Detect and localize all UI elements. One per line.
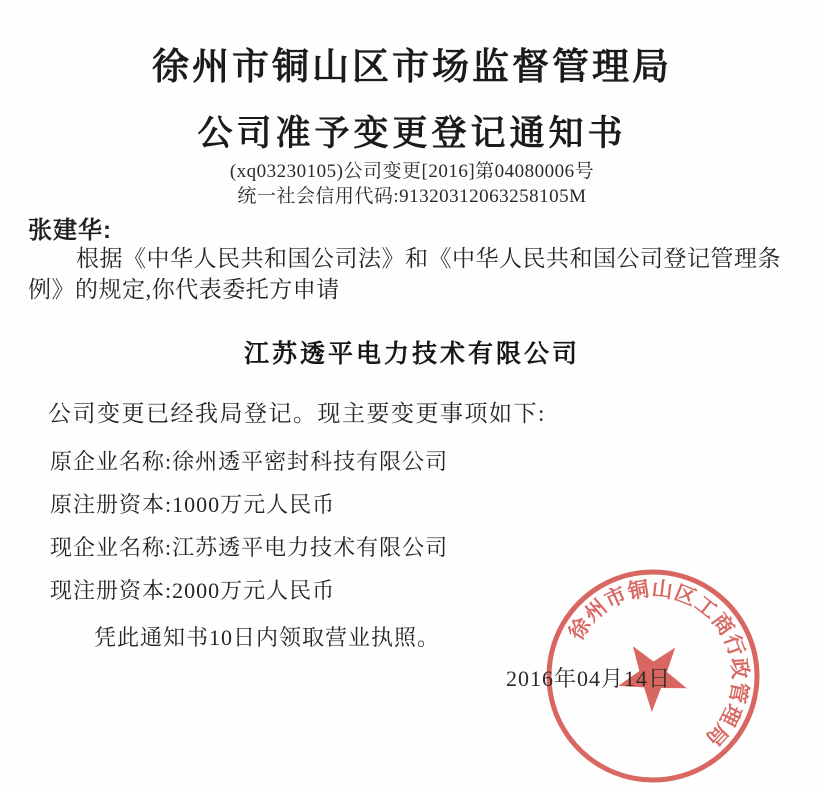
reference-number: (xq03230105)公司变更[2016]第04080006号 — [229, 161, 595, 182]
change-items-list — [50, 450, 448, 622]
change-item-former-capital: 原注册资本:1000万元人民币 — [50, 492, 336, 517]
document-title: 公司准予变更登记通知书 — [197, 114, 627, 153]
legal-basis-paragraph: 根据《中华人民共和国公司法》和《中华人民共和国公司登记管理条例》的规定,你代表委托方申请 — [28, 246, 781, 302]
license-pickup-note: 凭此通知书10日内领取营业执照。 — [94, 625, 441, 650]
unified-credit-code: 统一社会信用代码:91320312063258105M — [237, 186, 587, 207]
registration-statement: 公司变更已经我局登记。现主要变更事项如下: — [48, 401, 546, 426]
change-item-former-name: 原企业名称:徐州透平密封科技有限公司 — [50, 449, 449, 474]
change-item-current-capital: 现注册资本:2000万元人民币 — [50, 578, 336, 603]
addressee-name: 张建华: — [28, 217, 112, 244]
issue-date: 2016年04月14日 — [506, 666, 672, 691]
company-name: 江苏透平电力技术有限公司 — [243, 340, 580, 368]
issuing-authority-title: 徐州市铜山区市场监督管理局 — [152, 46, 672, 87]
seal-circular-text: 徐州市铜山区工商行政管理局 — [565, 577, 752, 751]
change-item-current-name: 现企业名称:江苏透平电力技术有限公司 — [50, 535, 449, 560]
